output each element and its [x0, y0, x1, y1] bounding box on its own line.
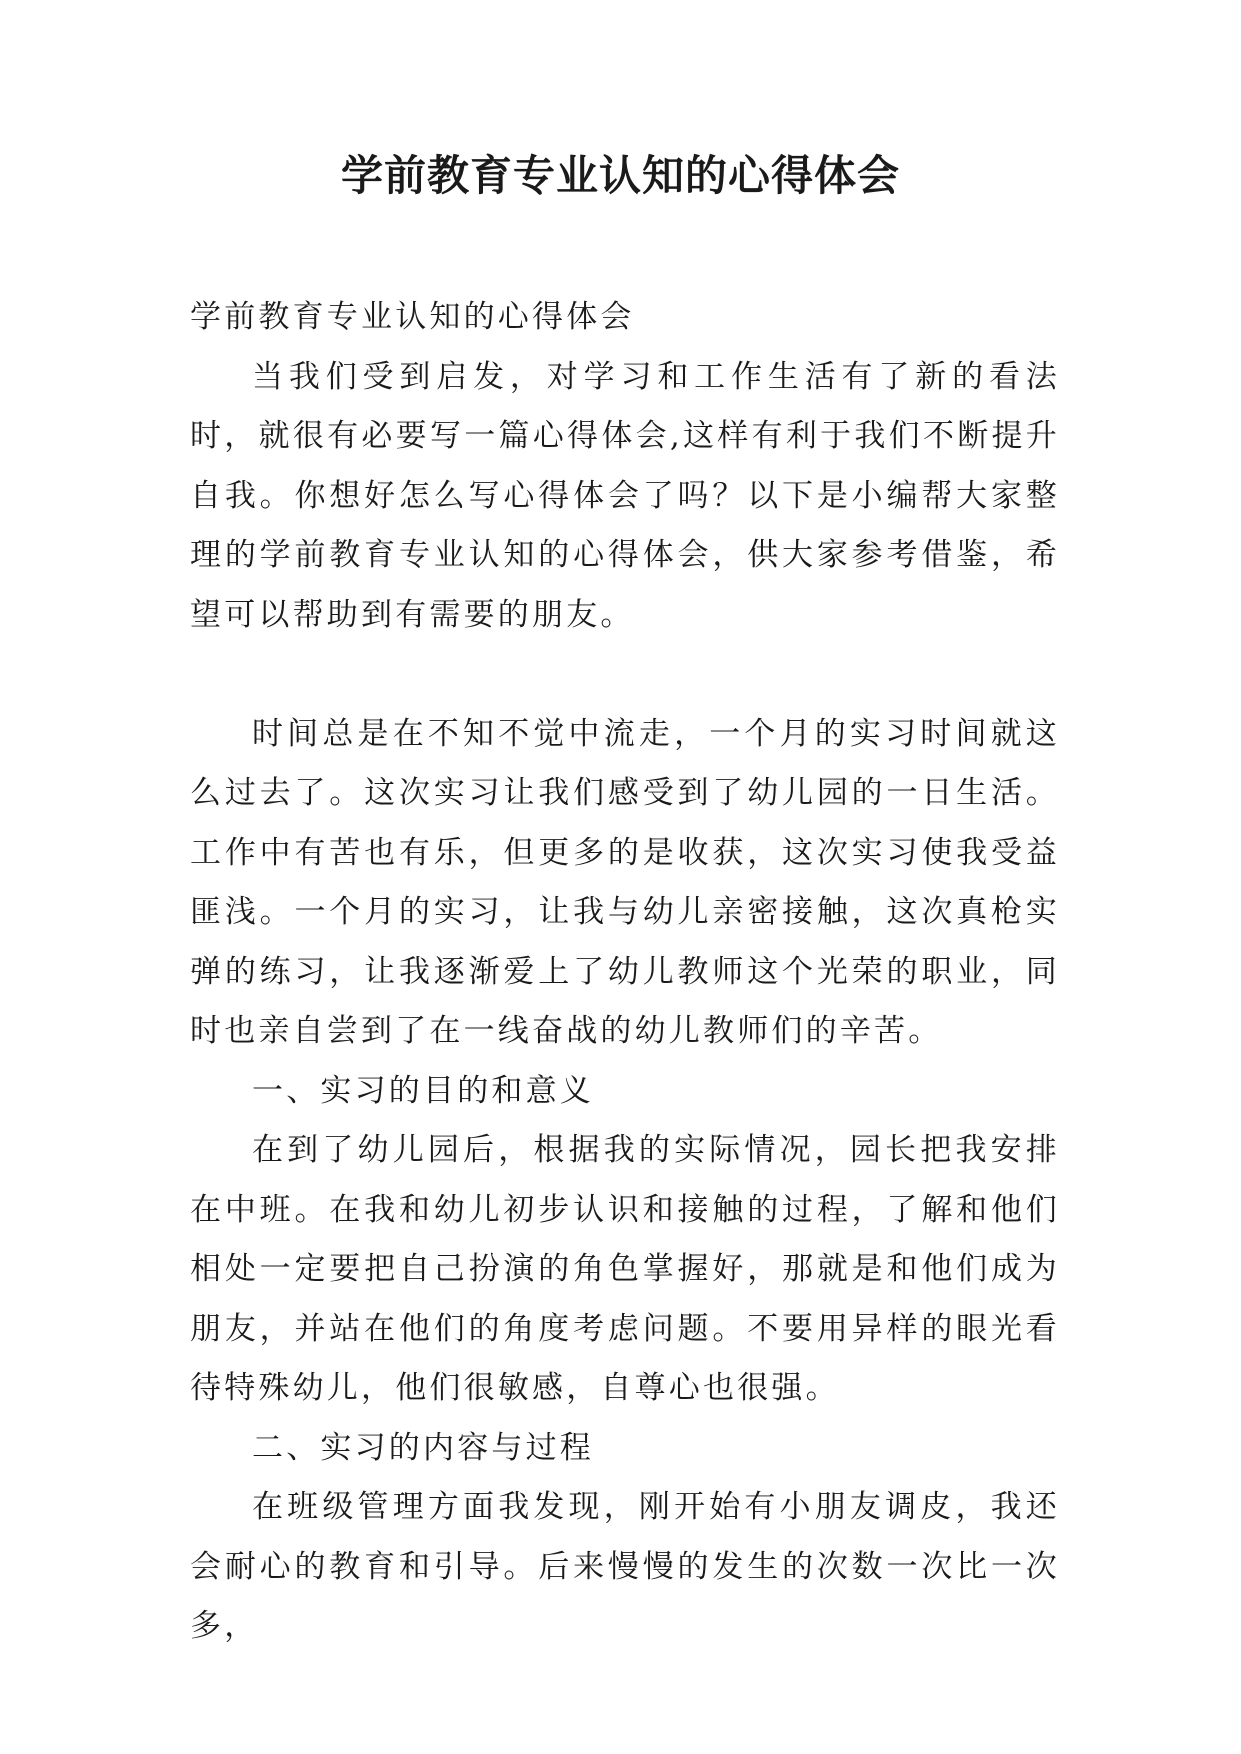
body-paragraph-2: 在到了幼儿园后，根据我的实际情况，园长把我安排在中班。在我和幼儿初步认识和接触的过程，了解和他们相处一定要把自己扮演的角色掌握好，那就是和他们成为朋友，并站在他们的角度考虑问题。不要用异样的眼光看待特殊幼儿，他们很敏感，自尊心也很强。: [190, 1132, 1060, 1406]
body-paragraph-3: 在班级管理方面我发现，刚开始有小朋友调皮，我还会耐心的教育和引导。后来慢慢的发生的次数一次比一次多，: [190, 1489, 1060, 1644]
document-body: [190, 288, 1060, 1657]
section-heading-1: 一、实习的目的和意义: [252, 1072, 594, 1109]
document-title: 学前教育专业认知的心得体会: [340, 151, 900, 200]
section-heading-2: 二、实习的内容与过程: [252, 1429, 594, 1466]
paragraph-spacer: [190, 645, 1060, 705]
body-paragraph-1: 时间总是在不知不觉中流走，一个月的实习时间就这么过去了。这次实习让我们感受到了幼儿园的一日生活。工作中有苦也有乐，但更多的是收获，这次实习使我受益匪浅。一个月的实习，让我与幼儿亲密接触，这次真枪实弹的练习，让我逐渐爱上了幼儿教师这个光荣的职业，同时也亲自尝到了在一线奋战的幼儿教师们的辛苦。: [190, 715, 1060, 1049]
subtitle-line: 学前教育专业认知的心得体会: [190, 299, 635, 335]
intro-paragraph: 当我们受到启发，对学习和工作生活有了新的看法时，就很有必要写一篇心得体会,这样有利于我们不断提升自我。你想好怎么写心得体会了吗？以下是小编帮大家整理的学前教育专业认知的心得体会，供大家参考借鉴，希望可以帮助到有需要的朋友。: [190, 358, 1060, 633]
